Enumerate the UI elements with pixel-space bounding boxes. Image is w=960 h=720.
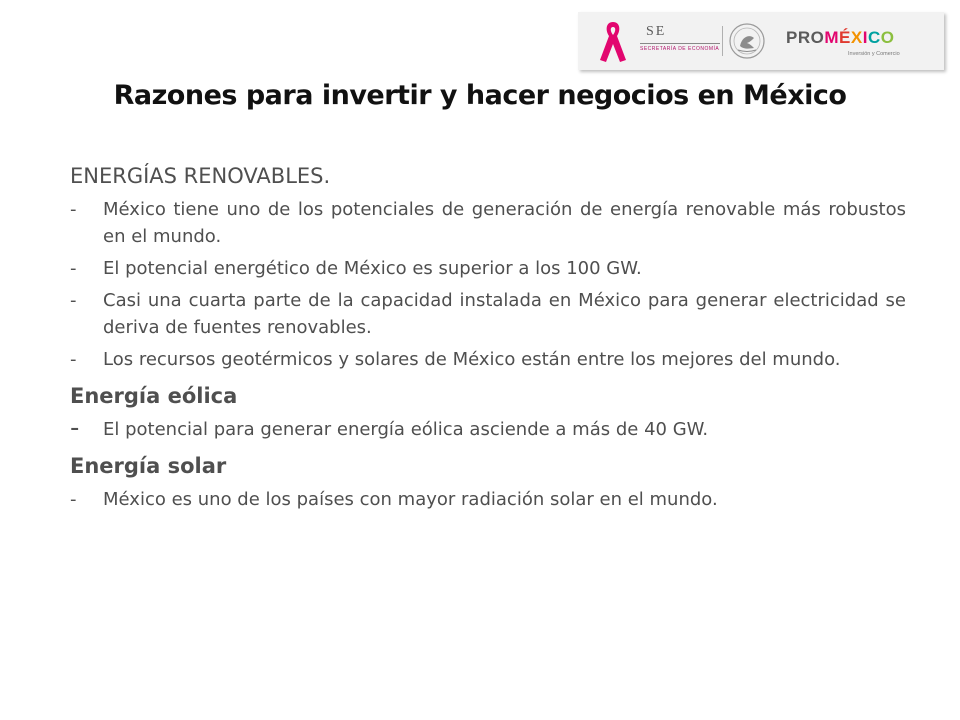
bullet-text: México tiene uno de los potenciales de generación de energía renovable más robustos en el mundo.	[103, 199, 906, 247]
bullet-dash: -	[70, 290, 77, 311]
section-heading-solar: Energía solar	[70, 454, 227, 478]
bullet-item	[70, 413, 906, 443]
bullet-dash: -	[70, 258, 77, 279]
bullet-text: El potencial energético de México es superior a los 100 GW.	[103, 258, 642, 279]
bullet-item	[70, 486, 906, 513]
bullet-dash: -	[70, 199, 77, 220]
bullet-dash: -	[70, 489, 77, 510]
promexico-letter: O	[880, 28, 895, 47]
section-heading-renovables: ENERGÍAS RENOVABLES.	[70, 164, 331, 188]
slide-content	[70, 160, 906, 518]
mexican-coat-of-arms-icon	[728, 22, 766, 60]
promexico-pro: PRO	[786, 28, 825, 47]
promexico-letter: C	[867, 28, 881, 47]
se-subtitle: SECRETARÍA DE ECONOMÍA	[640, 46, 720, 52]
bullet-item	[70, 346, 906, 373]
bullet-item	[70, 287, 906, 341]
bullet-text: México es uno de los países con mayor radiación solar en el mundo.	[103, 489, 718, 510]
bullet-text: Los recursos geotérmicos y solares de México están entre los mejores del mundo.	[103, 349, 841, 370]
slide-title: Razones para invertir y hacer negocios en México	[113, 80, 847, 111]
promexico-letter: É	[839, 28, 851, 47]
bullet-dash: -	[70, 349, 77, 370]
bullet-text: Casi una cuarta parte de la capacidad instalada en México para generar electricidad se deriva de fuentes renovables.	[103, 290, 906, 338]
promexico-letter: I	[862, 28, 868, 47]
secretaria-economia-logo	[640, 24, 728, 58]
se-divider	[640, 43, 720, 44]
section-heading-eolica: Energía eólica	[70, 384, 238, 408]
bullet-item	[70, 255, 906, 282]
bullet-text: El potencial para generar energía eólica asciende a más de 40 GW.	[103, 419, 709, 440]
bullet-dash: -	[70, 413, 80, 443]
promexico-logo	[786, 28, 894, 48]
promexico-letter: X	[850, 28, 863, 47]
bullet-item	[70, 196, 906, 250]
promexico-subtitle: Inversión y Comercio	[848, 51, 900, 57]
logo-separator	[722, 26, 723, 56]
pink-ribbon-icon	[596, 18, 630, 64]
logo-banner	[578, 12, 944, 70]
se-letters: SE	[646, 24, 667, 39]
promexico-letter: M	[824, 28, 840, 47]
